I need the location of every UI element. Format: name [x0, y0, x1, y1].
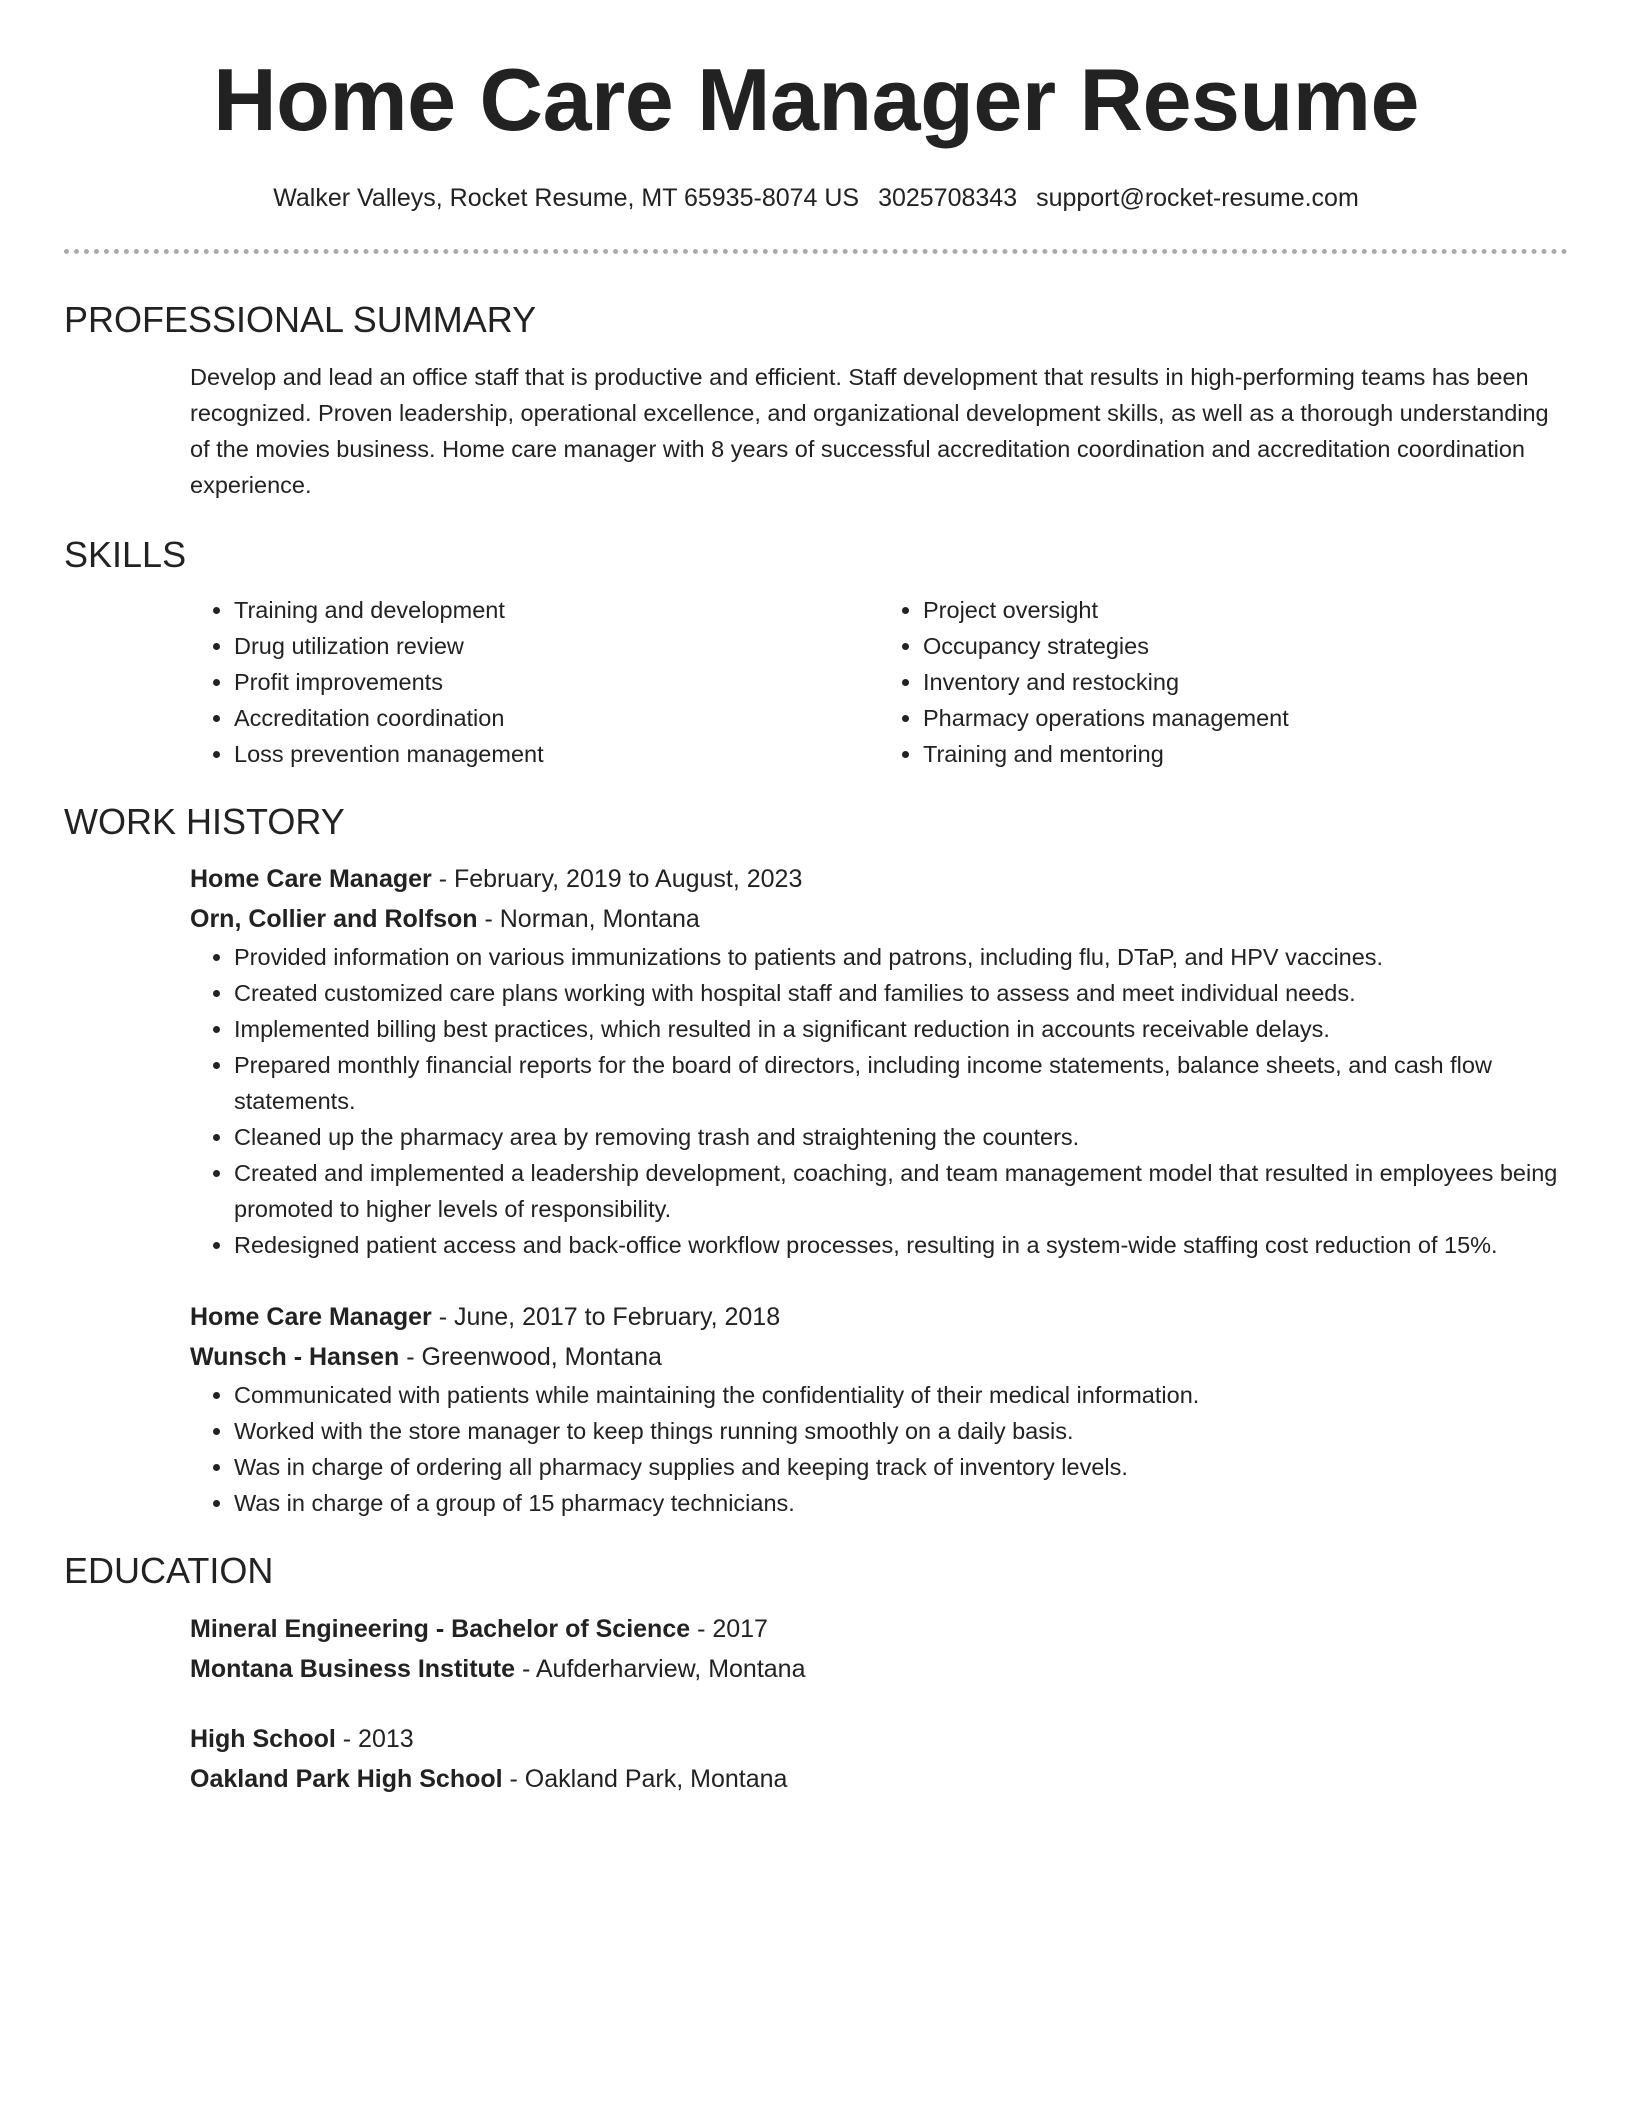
list-item: • Pharmacy operations management [923, 700, 1568, 736]
job-entry [190, 1297, 1568, 1521]
list-item: • Profit improvements [234, 664, 879, 700]
job-location: - Greenwood, Montana [399, 1343, 662, 1372]
job-dates: - February, 2019 to August, 2023 [431, 865, 803, 894]
contact-address: Walker Valleys, Rocket Resume, MT 65935-8074 US [273, 183, 860, 212]
list-item: • Cleaned up the pharmacy area by removing trash and straightening the counters. [234, 1119, 1568, 1155]
education-year: - 2017 [690, 1614, 768, 1643]
education-entry [190, 1609, 1568, 1689]
education-degree-line [190, 1719, 1568, 1759]
education-school: Montana Business Institute [190, 1654, 516, 1683]
education-school-line [190, 1649, 1568, 1689]
header-divider [64, 249, 1568, 254]
work-section [64, 800, 1568, 1521]
education-degree: Mineral Engineering - Bachelor of Science [190, 1614, 691, 1643]
summary-section [64, 298, 1568, 503]
job-bullets [190, 1377, 1568, 1521]
list-item: • Loss prevention management [234, 736, 879, 772]
job-company-line [190, 899, 1568, 939]
job-entry [190, 859, 1568, 1263]
list-item: • Worked with the store manager to keep things running smoothly on a daily basis. [234, 1413, 1568, 1449]
list-item: • Provided information on various immunizations to patients and patrons, including flu, DTaP, and HPV vaccines. [234, 939, 1568, 975]
work-heading: WORK HISTORY [64, 801, 345, 843]
skills-section [64, 533, 1568, 772]
skills-left-list [190, 592, 879, 772]
summary-heading: PROFESSIONAL SUMMARY [64, 298, 537, 340]
job-bullets [190, 939, 1568, 1263]
education-section [64, 1549, 1568, 1798]
list-item: • Created and implemented a leadership development, coaching, and team management model that resulted in employees being promoted to higher levels of responsibility. [234, 1155, 1568, 1227]
education-year: - 2013 [335, 1724, 414, 1753]
page-title: Home Care Manager Resume [213, 50, 1419, 149]
contact-line [64, 183, 1568, 213]
list-item: • Drug utilization review [234, 628, 879, 664]
job-location: - Norman, Montana [477, 905, 700, 934]
list-item: • Inventory and restocking [923, 664, 1568, 700]
education-school-line [190, 1759, 1568, 1799]
list-item: • Was in charge of ordering all pharmacy supplies and keeping track of inventory levels. [234, 1449, 1568, 1485]
job-company: Wunsch - Hansen [190, 1343, 400, 1372]
list-item: • Created customized care plans working with hospital staff and families to assess and meet individual needs. [234, 975, 1568, 1011]
list-item: • Occupancy strategies [923, 628, 1568, 664]
list-item: • Training and mentoring [923, 736, 1568, 772]
job-title-line [190, 1297, 1568, 1337]
skills-heading: SKILLS [64, 533, 187, 575]
job-company: Orn, Collier and Rolfson [190, 905, 478, 934]
contact-phone: 3025708343 [878, 183, 1018, 212]
summary-text: Develop and lead an office staff that is productive and efficient. Staff development that results in high-performing teams has been recognized. Proven leadership, operational excellence, and organizational development skills, as well as a thorough understanding of the movies business. Home care manager with 8 years of successful accreditation coordination and accreditation coordination experience. [190, 363, 1549, 498]
job-company-line [190, 1337, 1568, 1377]
job-title: Home Care Manager [190, 865, 432, 894]
list-item: • Was in charge of a group of 15 pharmacy technicians. [234, 1485, 1568, 1521]
contact-email: support@rocket-resume.com [1036, 183, 1359, 212]
list-item: • Implemented billing best practices, which resulted in a significant reduction in accounts receivable delays. [234, 1011, 1568, 1047]
list-item: • Prepared monthly financial reports for the board of directors, including income statements, balance sheets, and cash flow statements. [234, 1047, 1568, 1119]
education-degree-line [190, 1609, 1568, 1649]
job-dates: - June, 2017 to February, 2018 [431, 1303, 781, 1332]
skills-columns [190, 592, 1568, 772]
education-degree: High School [190, 1724, 336, 1753]
education-location: - Oakland Park, Montana [502, 1764, 788, 1793]
job-title: Home Care Manager [190, 1303, 432, 1332]
list-item: • Project oversight [923, 592, 1568, 628]
education-location: - Aufderharview, Montana [515, 1654, 806, 1683]
list-item: • Redesigned patient access and back-office workflow processes, resulting in a system-wide staffing cost reduction of 15%. [234, 1227, 1568, 1263]
education-school: Oakland Park High School [190, 1764, 503, 1793]
education-entry [190, 1719, 1568, 1799]
skills-right-list [879, 592, 1568, 772]
job-title-line [190, 859, 1568, 899]
list-item: • Accreditation coordination [234, 700, 879, 736]
education-heading: EDUCATION [64, 1550, 274, 1592]
list-item: • Communicated with patients while maintaining the confidentiality of their medical information. [234, 1377, 1568, 1413]
list-item: • Training and development [234, 592, 879, 628]
